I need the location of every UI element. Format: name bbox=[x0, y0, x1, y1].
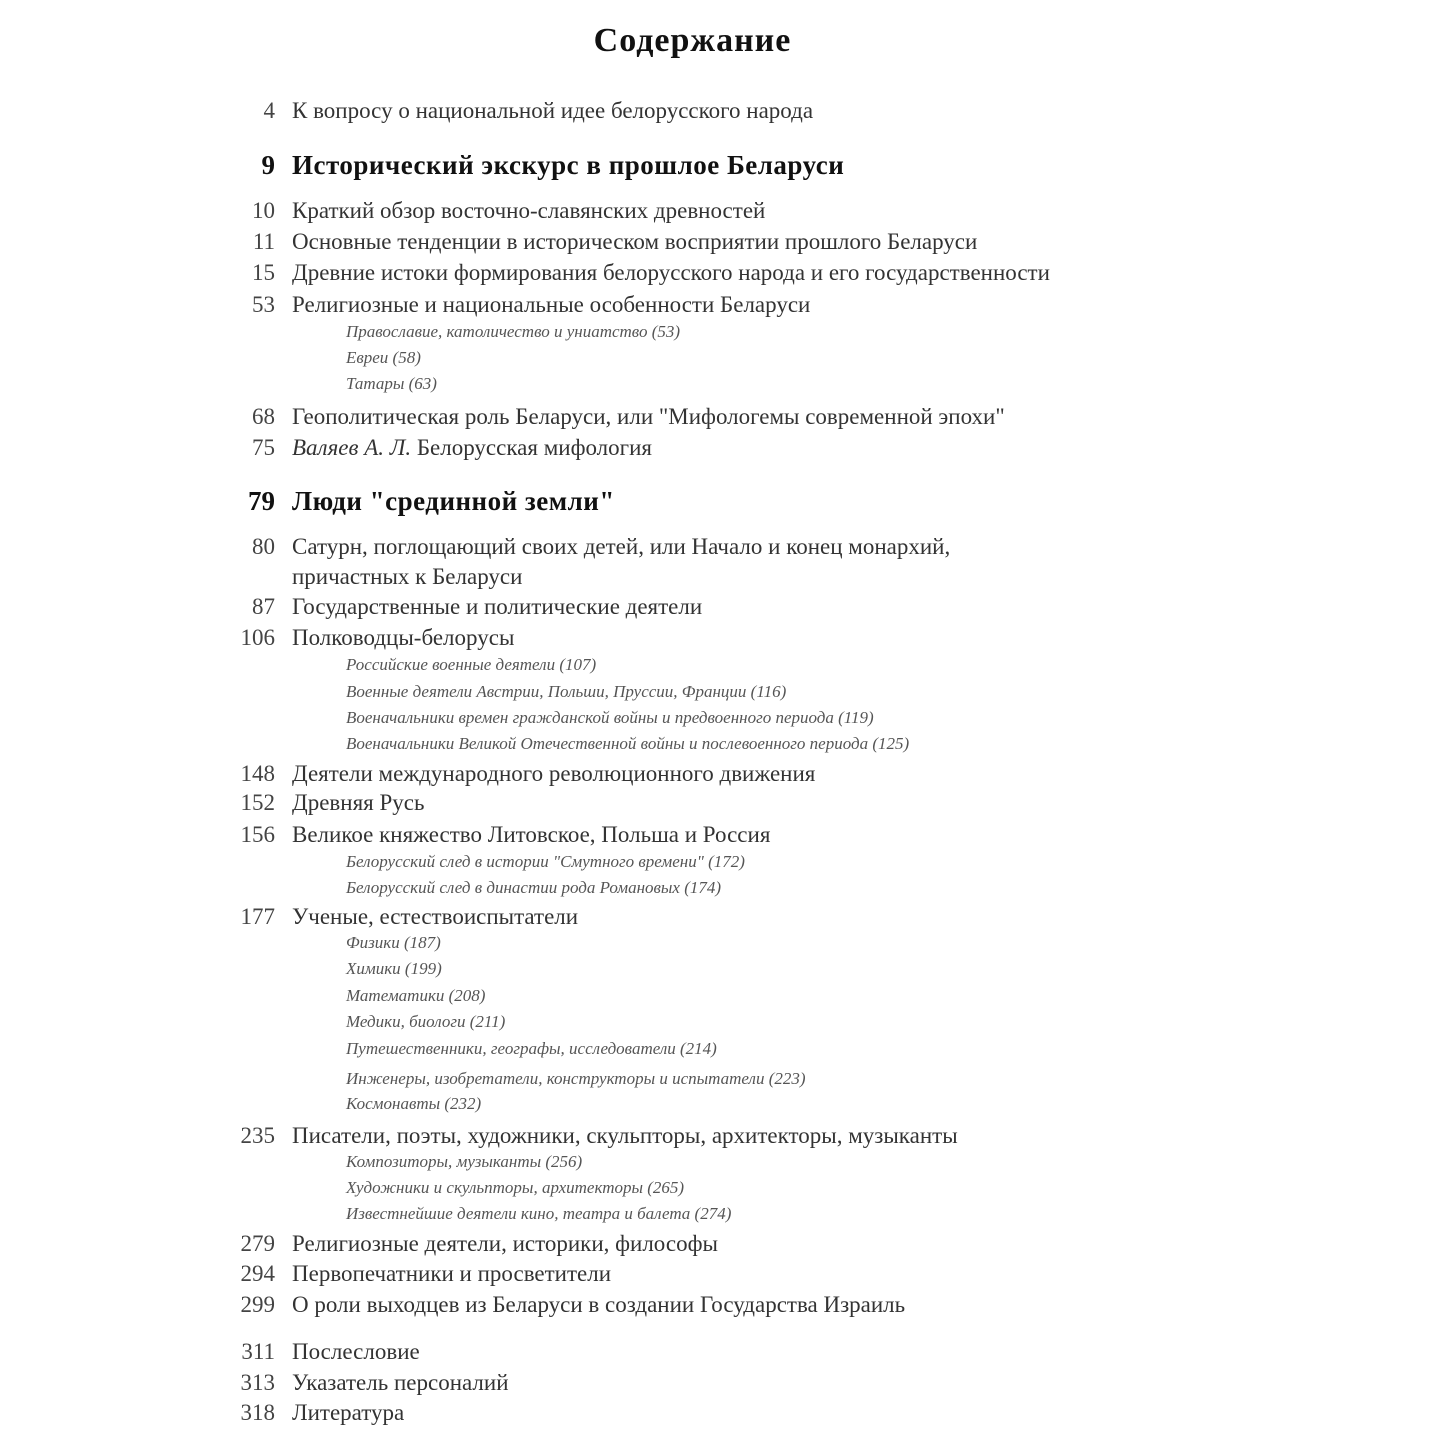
toc-page-number: 53 bbox=[252, 292, 275, 317]
toc-page-number: 106 bbox=[240, 625, 275, 650]
toc-entry-title-text: Белорусская мифология bbox=[416, 435, 652, 460]
toc-subentry: Химики (199) bbox=[346, 959, 442, 978]
toc-subentry: Российские военные деятели (107) bbox=[346, 655, 597, 674]
toc-section-heading bbox=[0, 150, 1445, 182]
toc-page-number: 235 bbox=[240, 1123, 275, 1148]
toc-page-number: 148 bbox=[240, 761, 275, 786]
toc-page-number: 318 bbox=[240, 1400, 275, 1425]
toc-entry bbox=[0, 1290, 1445, 1322]
toc-entry-title: Великое княжество Литовское, Польша и Россия bbox=[292, 822, 771, 847]
toc-entry bbox=[0, 433, 1445, 465]
toc-section-title: Исторический экскурс в прошлое Беларуси bbox=[292, 150, 845, 180]
toc-page-number: 299 bbox=[240, 1292, 275, 1317]
toc-entry-title: Основные тенденции в историческом восприятии прошлого Беларуси bbox=[292, 229, 978, 254]
toc-page-number: 75 bbox=[252, 435, 275, 460]
toc-page-number: 177 bbox=[240, 904, 275, 929]
toc-entry-title: Религиозные и национальные особенности Беларуси bbox=[292, 292, 811, 317]
toc-page-number: 279 bbox=[240, 1231, 275, 1256]
toc-entry-title: Древняя Русь bbox=[292, 790, 425, 815]
toc-entry bbox=[0, 196, 1445, 228]
toc-subentry: Белорусский след в династии рода Романовых (174) bbox=[346, 878, 722, 897]
toc-subentry: Евреи (58) bbox=[346, 348, 421, 367]
toc-entry bbox=[0, 227, 1445, 259]
toc-entry-title: Геополитическая роль Беларуси, или "Мифологемы современной эпохи" bbox=[292, 404, 1005, 429]
toc-subentry: Композиторы, музыканты (256) bbox=[346, 1152, 583, 1171]
toc-entry-title bbox=[292, 532, 950, 592]
toc-entry-title: Полководцы-белорусы bbox=[292, 625, 515, 650]
toc-subentry: Математики (208) bbox=[346, 986, 486, 1005]
toc-page-number: 79 bbox=[248, 486, 275, 516]
toc-entry bbox=[0, 532, 1445, 594]
toc-entry bbox=[0, 1229, 1445, 1261]
toc-section-title: Люди "срединной земли" bbox=[292, 486, 615, 516]
toc-subentry: Белорусский след в истории "Смутного времени" (172) bbox=[346, 852, 745, 871]
toc-entry-title-line: причастных к Беларуси bbox=[292, 564, 523, 589]
toc-entry-title: Литература bbox=[292, 1400, 405, 1425]
toc-page-number: 80 bbox=[252, 534, 275, 559]
toc-entry-title: Ученые, естествоиспытатели bbox=[292, 904, 579, 929]
toc-page-number: 87 bbox=[252, 594, 275, 619]
toc-entry bbox=[0, 820, 1445, 852]
toc-entry-title bbox=[292, 433, 652, 463]
toc-entry-title: О роли выходцев из Беларуси в создании Государства Израиль bbox=[292, 1292, 906, 1317]
toc-subentry: Космонавты (232) bbox=[346, 1094, 482, 1113]
toc-entry bbox=[0, 402, 1445, 434]
toc-subentry: Художники и скульпторы, архитекторы (265) bbox=[346, 1178, 685, 1197]
toc-entry bbox=[0, 290, 1445, 322]
toc-entry-title: Краткий обзор восточно-славянских древностей bbox=[292, 198, 766, 223]
toc-entry-title: Писатели, поэты, художники, скульпторы, архитекторы, музыканты bbox=[292, 1123, 958, 1148]
toc-entry-author: Валяев А. Л. bbox=[292, 435, 412, 460]
toc-entry bbox=[0, 1259, 1445, 1291]
toc-page-number: 152 bbox=[240, 790, 275, 815]
toc-subentry: Татары (63) bbox=[346, 374, 437, 393]
toc-entry bbox=[0, 258, 1445, 290]
toc-page-number: 311 bbox=[241, 1339, 275, 1364]
toc-subentry: Известнейшие деятели кино, театра и балета (274) bbox=[346, 1204, 732, 1223]
toc-entry bbox=[0, 623, 1445, 655]
toc-entry-title: Религиозные деятели, историки, философы bbox=[292, 1231, 718, 1256]
toc-subentry: Путешественники, географы, исследователи (214) bbox=[346, 1039, 717, 1058]
toc-entry bbox=[0, 1398, 1445, 1430]
toc-entry bbox=[0, 1368, 1445, 1400]
toc-entry bbox=[0, 1337, 1445, 1369]
toc-entry-title-line: Сатурн, поглощающий своих детей, или Начало и конец монархий, bbox=[292, 534, 951, 559]
toc-subentry: Инженеры, изобретатели, конструкторы и испытатели (223) bbox=[346, 1069, 806, 1088]
toc-subentry: Военачальники Великой Отечественной войны и послевоенного периода (125) bbox=[346, 734, 910, 753]
toc-subentry: Православие, католичество и униатство (53) bbox=[346, 322, 681, 341]
toc-subentry: Военачальники времен гражданской войны и предвоенного периода (119) bbox=[346, 708, 874, 727]
toc-entry bbox=[0, 592, 1445, 624]
toc-subentry: Медики, биологи (211) bbox=[346, 1012, 506, 1031]
toc-page-number: 68 bbox=[252, 404, 275, 429]
toc-page-number: 10 bbox=[252, 198, 275, 223]
toc-entry bbox=[0, 96, 1445, 128]
toc-entry-title: Государственные и политические деятели bbox=[292, 594, 703, 619]
toc-entry-title: Указатель персоналий bbox=[292, 1370, 509, 1395]
toc-entry-title: Послесловие bbox=[292, 1339, 420, 1364]
toc-page-number: 9 bbox=[261, 150, 275, 180]
toc-page-number: 4 bbox=[263, 98, 275, 123]
toc-entry-title: Древние истоки формирования белорусского народа и его государственности bbox=[292, 260, 1050, 285]
toc-subentry: Военные деятели Австрии, Польши, Пруссии, Франции (116) bbox=[346, 682, 787, 701]
toc-entry bbox=[0, 788, 1445, 820]
toc-entry-title: Деятели международного революционного движения bbox=[292, 761, 816, 786]
toc-entry bbox=[0, 902, 1445, 934]
toc-page-number: 294 bbox=[240, 1261, 275, 1286]
toc-entry-title: К вопросу о национальной идее белорусского народа bbox=[292, 98, 814, 123]
toc-section-heading bbox=[0, 486, 1445, 518]
toc-entry-title: Первопечатники и просветители bbox=[292, 1261, 612, 1286]
toc-entry bbox=[0, 1121, 1445, 1153]
toc-page-number: 156 bbox=[240, 822, 275, 847]
toc-page-number: 313 bbox=[240, 1370, 275, 1395]
page-title: Содержание bbox=[593, 22, 792, 59]
toc-subentry: Физики (187) bbox=[346, 933, 441, 952]
toc-page-number: 11 bbox=[252, 229, 275, 254]
toc-page-number: 15 bbox=[252, 260, 275, 285]
toc-entry bbox=[0, 759, 1445, 791]
